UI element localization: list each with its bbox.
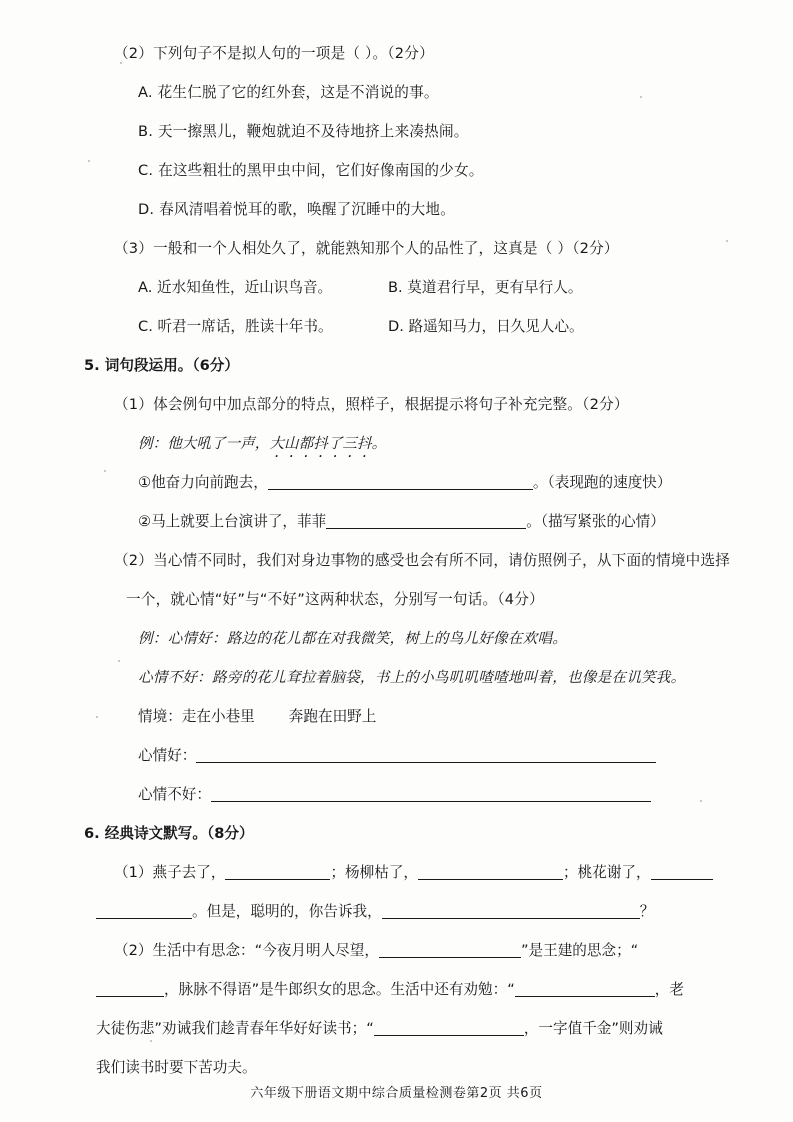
q5-situation-option-b[interactable]: 奔跑在田野上 — [288, 708, 377, 725]
q5-example-pre: 他大吼了一声， — [167, 435, 270, 452]
q5-sub2-example-good: 例：心情好：路边的花儿都在对我微笑，树上的鸟儿好像在欢唱。 — [138, 630, 568, 647]
q6-sub2-blank4[interactable] — [374, 1018, 524, 1036]
q5-sub1-stem: （1）体会例句中加点部分的特点，照样子，根据提示将句子补充完整。（2分） — [114, 396, 629, 413]
q5-sub1-item2 — [96, 502, 716, 541]
q6-sub1-blank3b[interactable] — [96, 901, 192, 919]
q5-example-dotted: 大山都抖了三抖 — [269, 435, 372, 452]
q5-sub2-answer-bad — [96, 775, 716, 814]
q6-sub1-blank2[interactable] — [418, 862, 563, 880]
q6-sub1-seg1: （1）燕子去了， — [114, 864, 226, 881]
q5-situation-label: 情境： — [138, 708, 182, 725]
q6-sub2-seg3: ，脉脉不得语”是牛郎织女的思念。生活中还有劝勉：“ — [164, 981, 515, 998]
q4-sub3-options-row-2 — [96, 307, 716, 346]
q5-item2-answer-blank[interactable] — [326, 511, 526, 529]
q6-title: 6. 经典诗文默写。（8分） — [84, 825, 254, 842]
q6-sub2-seg5: 大徒伤悲”劝诫我们趁青春年华好好读书；“ — [96, 1020, 374, 1037]
q4-sub3-option-a[interactable]: A. 近水知鱼性，近山识鸟音。 — [138, 279, 333, 296]
q5-item1-post: 。（表现跑的速度快） — [532, 474, 672, 491]
q6-sub2-seg4: ，老 — [654, 981, 684, 998]
q4-sub3-option-d[interactable]: D. 路遥知马力，日久见人心。 — [388, 318, 584, 335]
q6-sub2-seg1: （2）生活中有思念：“今夜月明人尽望， — [114, 942, 379, 959]
q5-answer-good-blank[interactable] — [196, 745, 656, 763]
q5-situation-option-a[interactable]: 走在小巷里 — [181, 708, 255, 725]
q4-sub3-stem: （3）一般和一个人相处久了，就能熟知那个人的品性了，这真是（ ）（2分） — [114, 240, 619, 257]
q6-sub2-blank3[interactable] — [515, 979, 655, 997]
q5-sub2-stem-line2: 一个，就心情“好”与“不好”这两种状态，分别写一句话。（4分） — [126, 591, 544, 608]
q5-answer-bad-blank[interactable] — [211, 784, 651, 802]
q5-example-post: 。 — [371, 435, 387, 452]
page-footer: 六年级下册语文期中综合质量检测卷第2页 共6页 — [250, 1086, 543, 1101]
q6-sub1-blank4[interactable] — [382, 901, 640, 919]
q6-sub2-blank1[interactable] — [379, 940, 521, 958]
q4-sub2-option-a[interactable]: A. 花生仁脱了它的红外套，这是不消说的事。 — [138, 84, 439, 101]
q5-item2-pre: ②马上就要上台演讲了，菲菲 — [138, 513, 327, 530]
q5-sub2-stem-line1: （2）当心情不同时，我们对身边事物的感受也会有所不同，请仿照例子，从下面的情境中选择 — [114, 552, 731, 569]
q6-sub1-seg2: ；杨柳枯了， — [330, 864, 419, 881]
q5-sub2-answer-good — [96, 736, 716, 775]
q5-sub2-situations — [96, 697, 716, 736]
q5-sub1-item1 — [96, 463, 716, 502]
q6-sub2-line4: 我们读书时要下苦功夫。 — [96, 1059, 257, 1076]
q5-item1-pre: ①他奋力向前跑去， — [138, 474, 268, 491]
q6-sub1-line1 — [96, 853, 716, 892]
q5-answer-good-label: 心情好： — [138, 747, 197, 764]
q6-sub2-seg6: ，一字值千金”则劝诫 — [523, 1020, 663, 1037]
q5-sub2-example-bad: 心情不好：路旁的花儿耷拉着脑袋，书上的小鸟叽叽喳喳地叫着，也像是在讥笑我。 — [138, 669, 686, 686]
q4-sub3-option-c[interactable]: C. 听君一席话，胜读十年书。 — [138, 318, 333, 335]
q4-sub2-option-c[interactable]: C. 在这些粗壮的黑甲虫中间，它们好像南国的少女。 — [138, 162, 484, 179]
q5-item1-answer-blank[interactable] — [268, 472, 533, 490]
q5-title: 5. 词句段运用。（6分） — [84, 357, 239, 374]
q6-sub1-blank1[interactable] — [225, 862, 330, 880]
q6-sub1-line2 — [96, 892, 716, 931]
q6-sub2-line1 — [96, 931, 716, 970]
q6-sub1-seg3: ；桃花谢了， — [563, 864, 651, 881]
q5-item2-post: 。（描写紧张的心情） — [526, 513, 665, 530]
q6-sub2-line3 — [96, 1009, 716, 1048]
q6-sub1-seg5: ？ — [639, 903, 655, 920]
q4-sub2-option-b[interactable]: B. 天一擦黑儿，鞭炮就迫不及待地挤上来凑热闹。 — [138, 123, 469, 140]
q5-example-label: 例： — [138, 435, 168, 452]
q6-sub1-seg4: 。但是，聪明的，你告诉我， — [192, 903, 382, 920]
q4-sub2-stem: （2）下列句子不是拟人句的一项是（ ）。（2分） — [114, 45, 434, 62]
q4-sub3-options-row-1 — [96, 268, 716, 307]
exam-content — [84, 34, 731, 1087]
q6-sub2-seg2: ”是王建的思念；“ — [520, 942, 639, 959]
q6-sub2-line2 — [96, 970, 716, 1009]
q5-sub1-example — [96, 424, 716, 463]
q6-sub2-blank2[interactable] — [96, 979, 164, 997]
q5-answer-bad-label: 心情不好： — [138, 786, 211, 803]
q6-sub1-blank3[interactable] — [651, 862, 713, 880]
q4-sub2-option-d[interactable]: D. 春风清唱着悦耳的歌，唤醒了沉睡中的大地。 — [138, 201, 455, 218]
q4-sub3-option-b[interactable]: B. 莫道君行早，更有早行人。 — [388, 279, 583, 296]
